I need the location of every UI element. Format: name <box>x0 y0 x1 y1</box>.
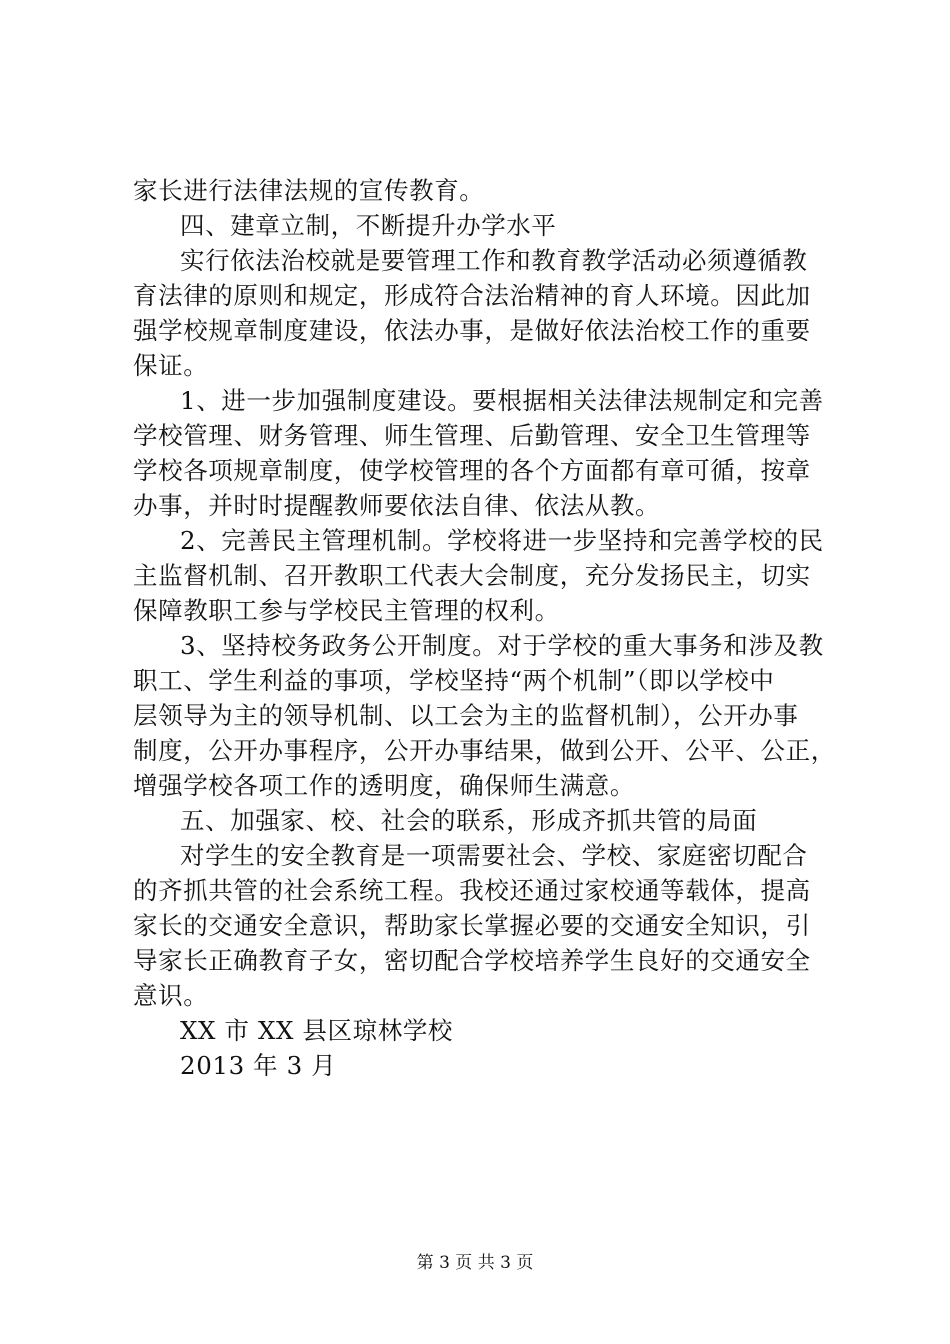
paragraph-line: 增强学校各项工作的透明度，确保师生满意。 <box>133 771 635 800</box>
paragraph-line: 保证。 <box>133 351 209 380</box>
signature-organization: XX 市 XX 县区琼林学校 <box>180 1016 454 1045</box>
paragraph-line: 保障教职工参与学校民主管理的权利。 <box>133 596 560 625</box>
list-item-3: 3、坚持校务政务公开制度。对于学校的重大事务和涉及教 <box>180 631 824 660</box>
paragraph-line: 强学校规章制度建设，依法办事，是做好依法治校工作的重要 <box>133 316 811 345</box>
paragraph-line: 导家长正确教育子女，密切配合学校培养学生良好的交通安全 <box>133 946 811 975</box>
paragraph-line: 的齐抓共管的社会系统工程。我校还通过家校通等载体，提高 <box>133 876 811 905</box>
page-footer: 第 3 页 共 3 页 <box>416 1253 534 1273</box>
paragraph-line: 意识。 <box>133 981 209 1010</box>
section-heading-4: 四、建章立制，不断提升办学水平 <box>180 211 557 240</box>
paragraph-line: 办事，并时时提醒教师要依法自律、依法从教。 <box>133 491 661 520</box>
paragraph-line: 对学生的安全教育是一项需要社会、学校、家庭密切配合 <box>180 841 808 870</box>
section-heading-5: 五、加强家、校、社会的联系，形成齐抓共管的局面 <box>180 806 758 835</box>
paragraph-line: 家长的交通安全意识，帮助家长掌握必要的交通安全知识，引 <box>133 911 811 940</box>
paragraph-line: 育法律的原则和规定，形成符合法治精神的育人环境。因此加 <box>133 281 811 310</box>
paragraph-line: 实行依法治校就是要管理工作和教育教学活动必须遵循教 <box>180 246 808 275</box>
list-item-2: 2、完善民主管理机制。学校将进一步坚持和完善学校的民 <box>180 526 824 555</box>
list-item-1: 1、进一步加强制度建设。要根据相关法律法规制定和完善 <box>180 386 824 415</box>
paragraph-line: 学校管理、财务管理、师生管理、后勤管理、安全卫生管理等 <box>133 421 811 450</box>
paragraph-line: 职工、学生利益的事项，学校坚持“两个机制”（即以学校中 <box>133 666 775 695</box>
paragraph-line: 主监督机制、召开教职工代表大会制度，充分发扬民主，切实 <box>133 561 811 590</box>
paragraph-line: 层领导为主的领导机制、以工会为主的监督机制），公开办事 <box>133 701 799 730</box>
paragraph-line: 制度，公开办事程序，公开办事结果，做到公开、公平、公正， <box>133 736 836 765</box>
paragraph-line: 家长进行法律法规的宣传教育。 <box>133 176 485 205</box>
paragraph-line: 学校各项规章制度，使学校管理的各个方面都有章可循，按章 <box>133 456 811 485</box>
signature-date: 2013 年 3 月 <box>180 1051 337 1080</box>
